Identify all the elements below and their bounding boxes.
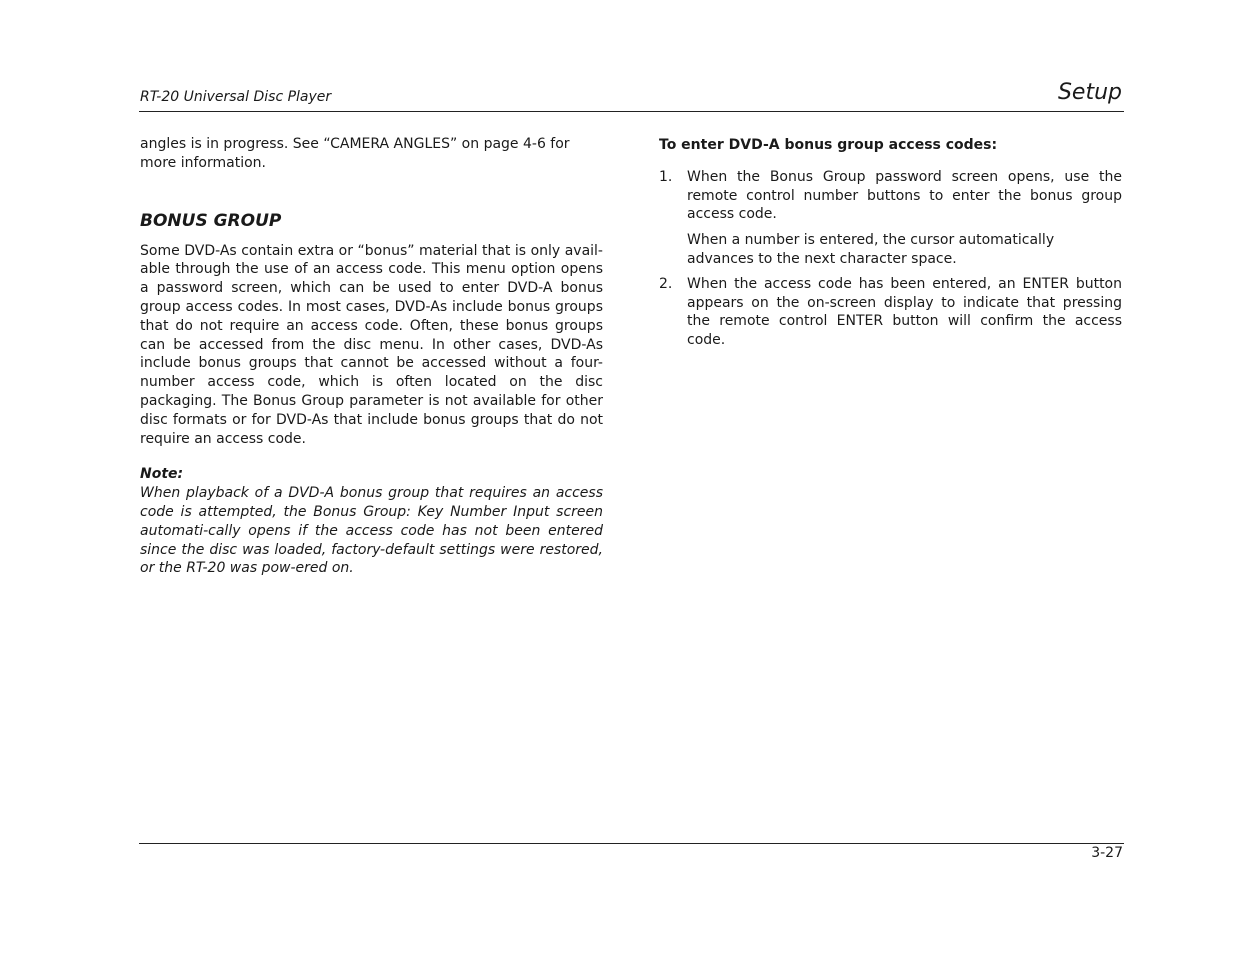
step-1	[659, 168, 1122, 269]
right-column	[659, 135, 1122, 356]
bonus-group-paragraph: Some DVD-As contain extra or “bonus” material that is only avail-able through the use of an access code. This menu option opens a password screen, which can be used to enter DVD-A bonus group access codes. In most cases, DVD-As include bonus groups that do not require an access code. Often, these bonus groups can be accessed from the disc menu. In other cases, DVD-As include bonus groups that cannot be accessed without a four-number access code, which is often located on the disc packaging. The Bonus Group parameter is not available for other disc formats or for DVD-As that include bonus groups that do not require an access code.	[140, 242, 603, 447]
document-title: RT-20 Universal Disc Player	[140, 89, 332, 105]
step-2	[659, 275, 1122, 350]
continuation-paragraph: angles is in progress. See “CAMERA ANGLES” on page 4-6 for more information.	[140, 136, 570, 171]
step-number: 2.	[659, 275, 673, 292]
procedure-heading: To enter DVD-A bonus group access codes:	[659, 137, 998, 153]
bonus-group-heading: BONUS GROUP	[140, 210, 282, 231]
step-subtext: When a number is entered, the cursor automatically advances to the next character space.	[687, 232, 1055, 267]
left-column	[140, 135, 603, 578]
page-number: 3-27	[1091, 845, 1123, 861]
header-rule	[139, 111, 1124, 112]
note-body: When playback of a DVD-A bonus group that requires an access code is attempted, the Bonus Group: Key Number Input screen automati-cally opens if the access code has not been entered since the disc was loaded, factory-default settings were restored, or the RT-20 was pow-ered on.	[140, 485, 603, 577]
section-title: Setup	[1057, 80, 1122, 105]
step-number: 1.	[659, 168, 673, 185]
step-text: When the access code has been entered, an ENTER button appears on the on-screen display to indicate that pressing the remote control ENTER button will confirm the access code.	[687, 275, 1122, 349]
procedure-steps	[659, 168, 1122, 350]
footer-rule	[139, 843, 1124, 844]
step-text: When the Bonus Group password screen opens, use the remote control number buttons to enter the bonus group access code.	[687, 168, 1122, 223]
note-label: Note:	[140, 466, 184, 483]
